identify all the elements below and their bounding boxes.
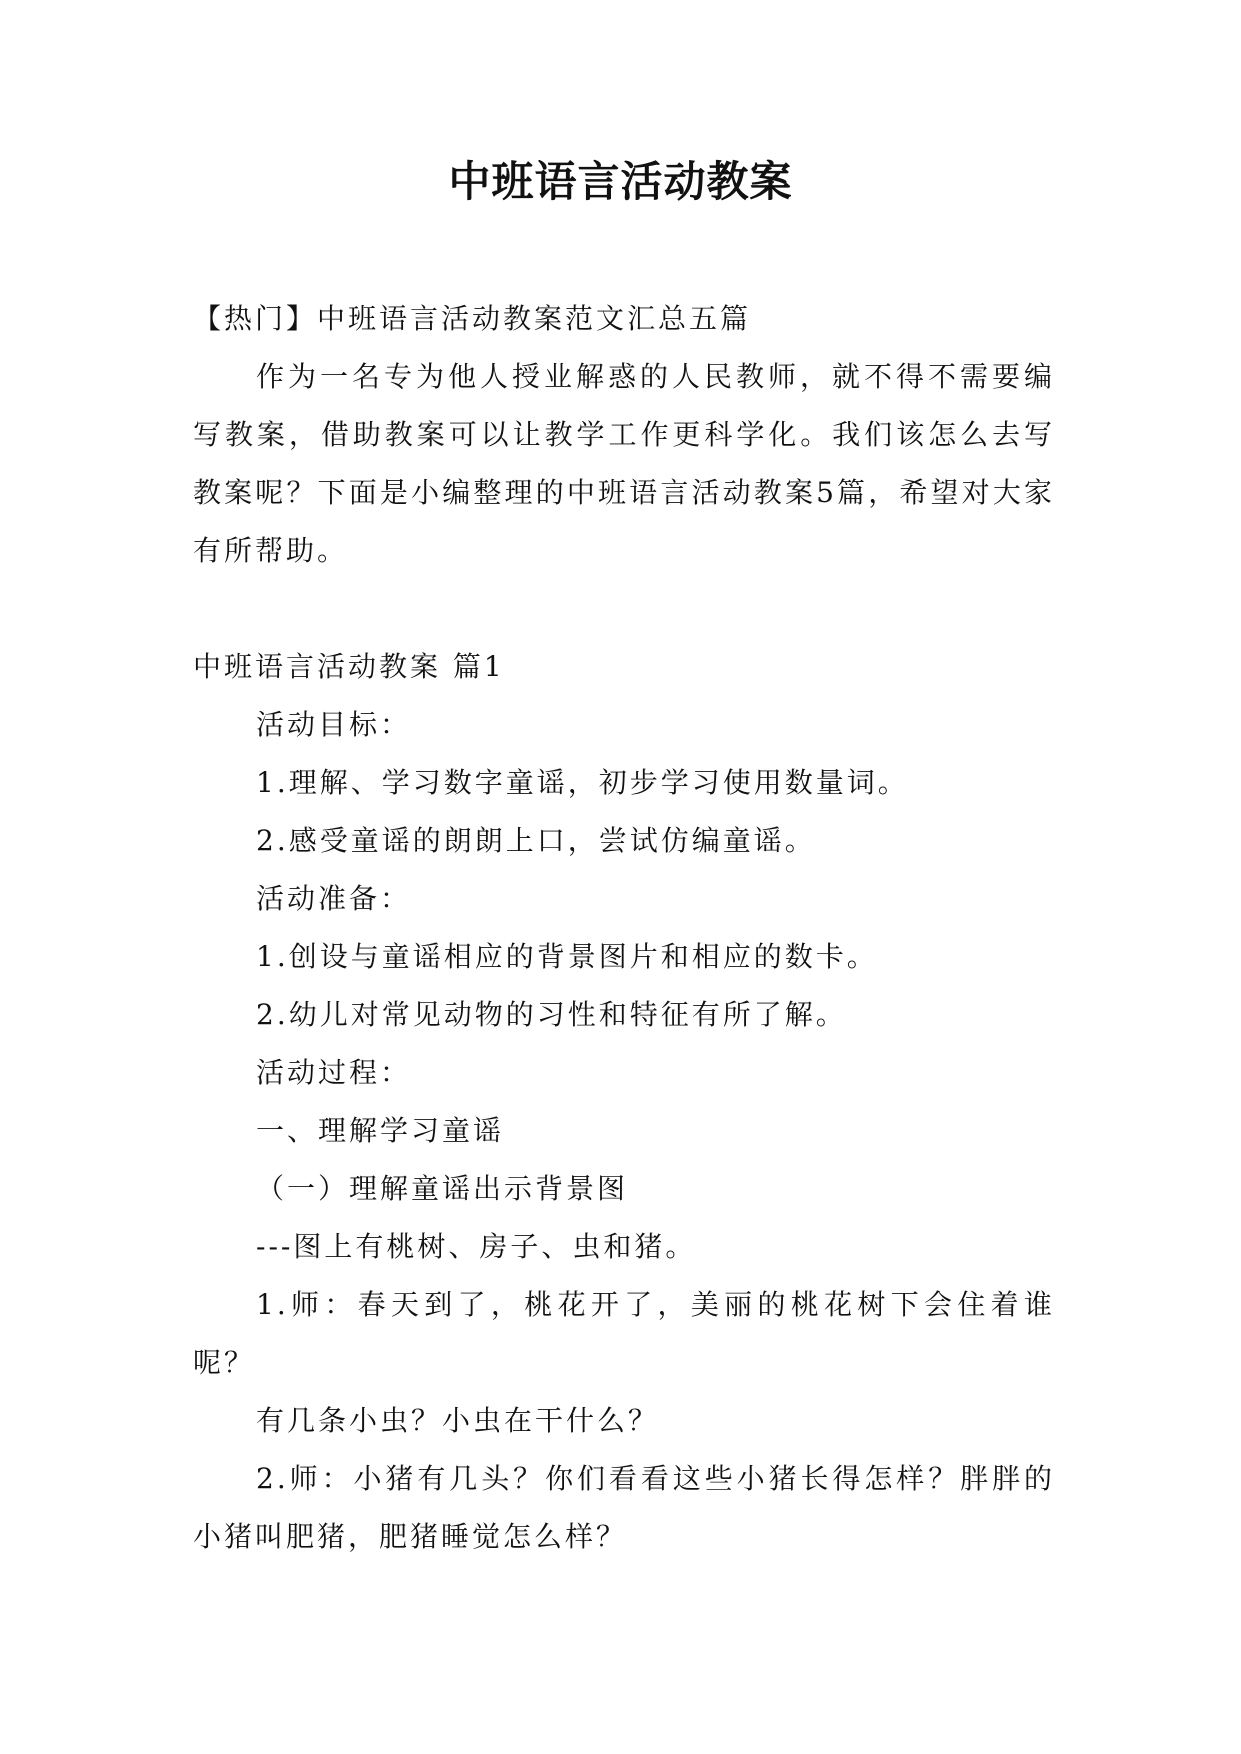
intro-paragraph: 作为一名专为他人授业解惑的人民教师，就不得不需要编写教案，借助教案可以让教学工作更科学化。我们该怎么去写教案呢？下面是小编整理的中班语言活动教案5篇，希望对大家有所帮助。 [193,360,1055,567]
process-text: 2.师：小猪有几头？你们看看这些小猪长得怎样？胖胖的小猪叫肥猪，肥猪睡觉怎么样？ [193,1462,1055,1553]
subtitle-line: 【热门】中班语言活动教案范文汇总五篇 [193,302,752,335]
preparation-item: 2.幼儿对常见动物的习性和特征有所了解。 [256,998,847,1031]
process-text: 1.师：春天到了，桃花开了，美丽的桃花树下会住着谁呢？ [193,1288,1055,1379]
goal-item: 2.感受童谣的朗朗上口，尝试仿编童谣。 [256,824,816,857]
activity-goals-heading: 活动目标： [256,708,412,741]
goal-item: 1.理解、学习数字童谣，初步学习使用数量词。 [256,766,909,799]
process-substep-heading: （一）理解童谣出示背景图 [256,1172,629,1205]
document-title: 中班语言活动教案 [448,157,793,206]
process-text: ---图上有桃树、房子、虫和猪。 [256,1230,697,1263]
document-body [193,290,1055,1566]
activity-process-heading: 活动过程： [256,1056,412,1089]
process-step-heading: 一、理解学习童谣 [256,1114,505,1147]
activity-preparation-heading: 活动准备： [256,882,412,915]
section-heading: 中班语言活动教案 篇1 [193,650,505,683]
process-text: 有几条小虫？小虫在干什么？ [256,1404,660,1437]
preparation-item: 1.创设与童谣相应的背景图片和相应的数卡。 [256,940,878,973]
